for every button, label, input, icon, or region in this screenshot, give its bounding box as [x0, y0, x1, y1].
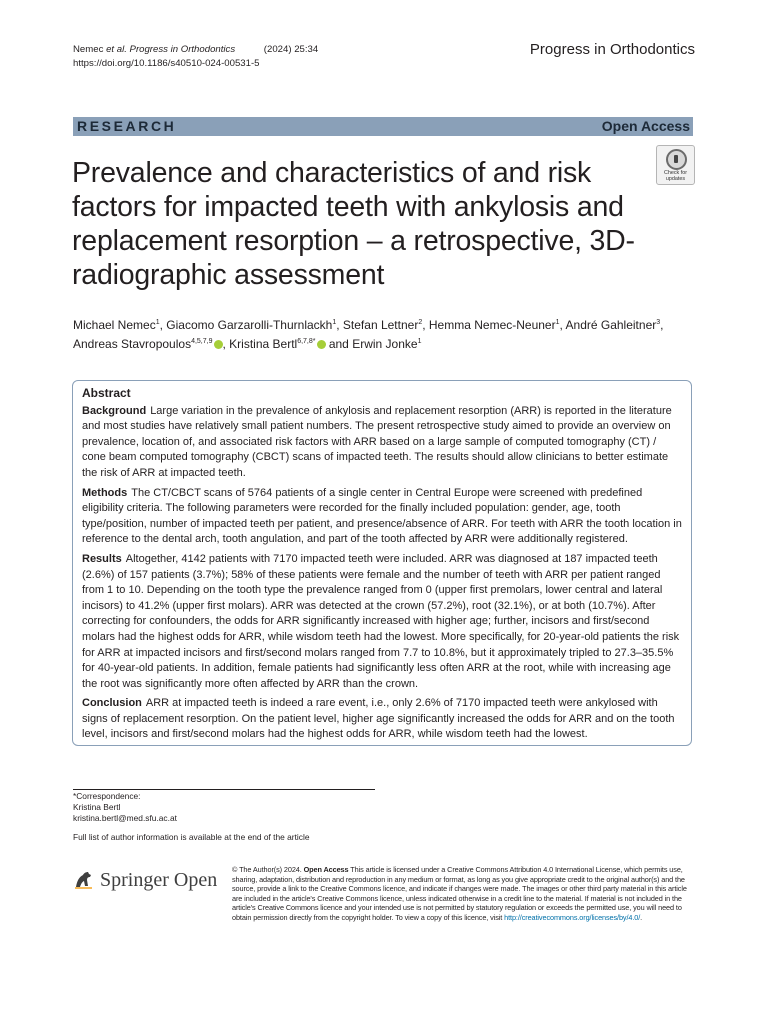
author-list: Michael Nemec$^1$, Giacomo Garzarolli-Thurnlackh$^1$, Stefan Lettner$^2$, Hemma Nemec-Neuner$^1$, André Gahleitner$^3$, Andreas Stavropoulos$^{4,5,7,9}$ , Kristina Bertl$^{6,7,8*}$ and Erwin Jonke$^1$	[73, 318, 664, 351]
author[interactable]: Giacomo Garzarolli-Thurnlackh$^1$	[166, 318, 337, 332]
license-text	[232, 865, 697, 923]
author[interactable]: Hemma Nemec-Neuner$^1$	[428, 318, 560, 332]
citation-year-volume: (2024) 25:34	[263, 44, 319, 55]
citation-header	[73, 43, 318, 71]
abstract-box	[72, 380, 692, 746]
results-label: Results	[82, 552, 122, 565]
article-title: Prevalence and characteristics of and risk factors for impacted teeth with ankylosis and replacement resorption – a retrospective, 3D-radiographic assessment	[72, 157, 635, 291]
author[interactable]: Stefan Lettner$^2$	[342, 318, 423, 332]
check-updates-icon	[666, 149, 687, 170]
abstract-heading: Abstract	[82, 386, 131, 400]
journal-name: Progress in Orthodontics	[529, 41, 695, 58]
footnote-divider	[73, 789, 375, 790]
license-end: .	[640, 912, 643, 922]
orcid-icon[interactable]	[214, 340, 223, 349]
author[interactable]: Michael Nemec$^1$	[73, 318, 160, 332]
open-access-bold: Open Access	[303, 865, 349, 874]
author[interactable]: André Gahleitner$^3$	[565, 318, 661, 332]
open-access-label: Open Access	[601, 118, 690, 134]
correspondence-label: *Correspondence:	[73, 791, 141, 801]
citation-journal: Progress in Orthodontics	[129, 44, 236, 55]
author[interactable]: Kristina Bertl$^{6,7,8*}$	[229, 337, 316, 351]
citation-line	[73, 43, 318, 57]
conclusion-label: Conclusion	[82, 697, 142, 710]
orcid-icon[interactable]	[317, 340, 326, 349]
author-info-note: Full list of author information is available at the end of the article	[73, 832, 310, 842]
doi-link[interactable]: https://doi.org/10.1186/s40510-024-00531-5	[73, 58, 260, 69]
article-type: RESEARCH	[77, 118, 177, 134]
check-updates-line1: Check for	[663, 170, 688, 176]
methods-text: The CT/CBCT scans of 5764 patients of a single center in Central Europe were screened with predefined eligibility criteria. The following parameters were recorded for the finally included population: gender, age, tooth type/position, number of impacted teeth per patient, and presence/absence of ARR. For teeth with ARR the tooth location in reference to the dental arch, tooth angulation, and part of the tooth affected by ARR were additionally registered.	[82, 486, 682, 546]
license-link[interactable]: http://creativecommons.org/licenses/by/4.0/	[504, 912, 641, 922]
license-body: This article is licensed under a Creative Commons Attribution 4.0 International License, which permits use, sharing, adaptation, distribution and reproduction in any medium or format, as long as you give appropriate credit to the original author(s) and the source, provide a link to the Creative Commons licence, and indicate if changes were made. The images or other third party material in this article are included in the article's Creative Commons licence, unless indicated otherwise in a credit line to the material. If material is not included in the article's Creative Commons licence and your intended use is not permitted by statutory regulation or exceeds the permitted use, you will need to obtain permission directly from the copyright holder. To view a copy of this licence, visit	[232, 865, 687, 922]
author[interactable]: Andreas Stavropoulos$^{4,5,7,9}$	[73, 337, 213, 351]
author[interactable]: Erwin Jonke$^1$	[352, 337, 422, 351]
methods-label: Methods	[82, 486, 128, 499]
check-for-updates-button[interactable]	[656, 145, 695, 185]
conclusion-text: ARR at impacted teeth is indeed a rare event, i.e., only 2.6% of 7170 impacted teeth were ankylosed with signs of replacement resorption. On the patient level, higher age significantly increased the odds for ARR and on the tooth level, incisors and first/second molars had the highest odds for ARR, while wisdom teeth had the lowest.	[82, 697, 675, 741]
abstract-methods	[82, 486, 682, 548]
abstract-results	[82, 552, 682, 692]
correspondence-email[interactable]: kristina.bertl@med.sfu.ac.at	[73, 812, 177, 823]
background-label: Background	[82, 404, 147, 417]
springer-horse-icon	[73, 869, 94, 890]
correspondence-name: Kristina Bertl	[73, 801, 121, 812]
article-type-banner	[73, 117, 693, 136]
check-updates-line2: updates	[665, 176, 686, 182]
correspondence	[73, 791, 177, 823]
citation-etal: et al.	[106, 44, 127, 55]
check-updates-text	[657, 170, 694, 182]
publisher-name: Springer Open	[100, 869, 218, 891]
copyright: © The Author(s) 2024.	[232, 865, 302, 874]
citation-authors: Nemec	[73, 44, 104, 55]
abstract-conclusion	[82, 696, 682, 743]
results-text: Altogether, 4142 patients with 7170 impacted teeth were included. ARR was diagnosed at 187 impacted teeth (2.6%) of 157 patients (3.7%); 58% of these patients were female and the number of teeth with ARR per patient ranged from 1 to 10. Depending on the tooth type the prevalence ranged from 0 (upper first premolars, lower central and lateral incisors) to 41.2% (upper first molars). ARR was detected at the crown (57.2%), root (32.1%), or at both (10.7%). After correcting for confounders, the odds for ARR significantly increased with higher age; further, incisors and first/second molars had the highest odds for ARR, while wisdom teeth had the lowest. More specifically, for 20-year-old patients the risk for ARR at impacted incisors and first/second molars ranged from 7.7 to 10.8%, but it approximately tripled to 27.3–35.5% for 40-year-old patients. In addition, female patients had significantly less often ARR at the root, while with increasing age the root was significantly more often affected by ARR than the crown.	[82, 552, 680, 690]
background-text: Large variation in the prevalence of ankylosis and replacement resorption (ARR) is reported in the literature and most studies have relatively small patient numbers. The present retrospective study aimed to provide an overview on prevalence, location of, and associated risk factors with ARR based on a large sample of computed tomography (CT) / cone beam computed tomography (CBCT) scans of impacted teeth. The results should allow clinicians to better estimate the risk of ARR at impacted teeth.	[82, 404, 672, 479]
abstract-background	[82, 404, 682, 482]
